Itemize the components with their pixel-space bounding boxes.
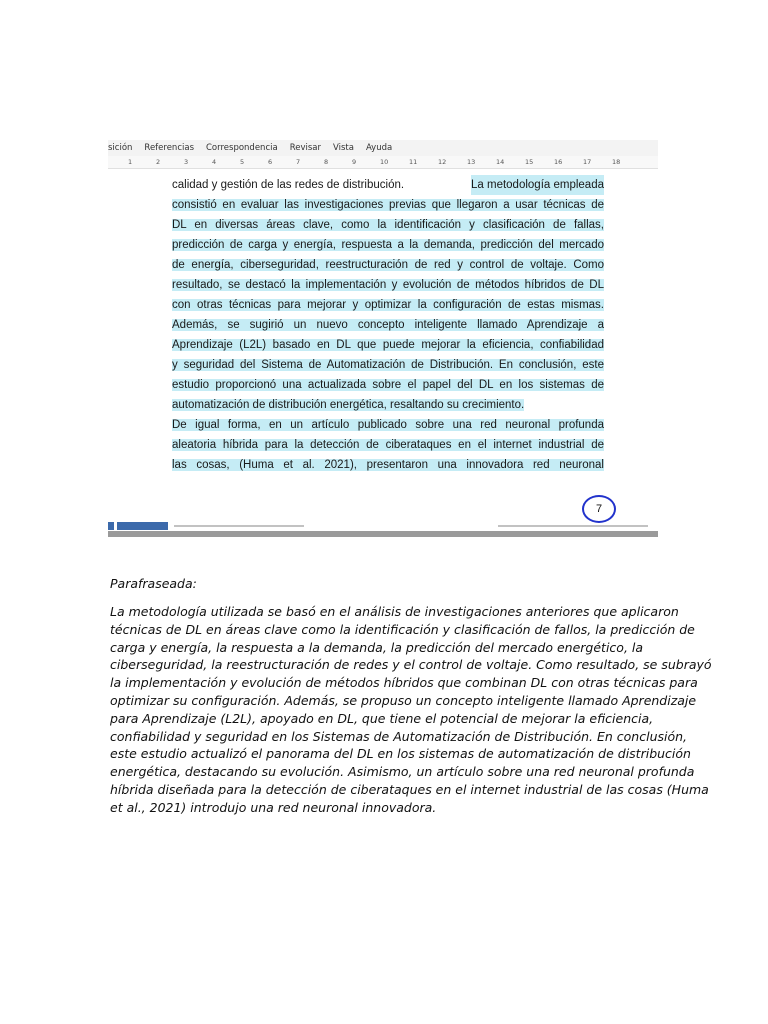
horizontal-ruler xyxy=(108,156,658,169)
doc-line: resultado, se destacó la implementación y evolución de métodos híbridos de DL xyxy=(172,279,604,291)
ruler-number: 2 xyxy=(156,158,161,166)
doc-line: y seguridad del Sistema de Automatización de Distribución. En conclusión, este xyxy=(172,359,604,371)
doc-line: automatización de distribución energética, resaltando su crecimiento. xyxy=(172,399,525,411)
paraphrase-line: la implementación y evolución de métodos híbridos que combinan DL con otras técnicas para xyxy=(110,675,698,691)
paraphrase-line: La metodología utilizada se basó en el análisis de investigaciones anteriores que aplicaron xyxy=(110,604,679,619)
footer-id-blurred xyxy=(498,525,648,527)
paraphrase-text xyxy=(110,603,712,817)
ruler-number: 4 xyxy=(212,158,217,166)
doc-line: Aprendizaje (L2L) basado en DL que puede mejorar la eficiencia, confiabilidad xyxy=(172,339,604,351)
doc-line: De igual forma, en un artículo publicado sobre una red neuronal profunda xyxy=(172,419,604,431)
paraphrase-line: energética, destacando su evolución. Asimismo, un artículo sobre una red neuronal profunda xyxy=(110,764,695,780)
paraphrase-line: para Aprendizaje (L2L), apoyado en DL, que tiene el potencial de mejorar la eficiencia, xyxy=(110,710,654,726)
doc-line: aleatoria híbrida para la detección de ciberataques en el internet industrial de xyxy=(172,439,604,451)
embedded-document-screenshot xyxy=(108,140,658,537)
paraphrase-line: et al., 2021) introdujo una red neuronal innovadora. xyxy=(110,799,437,815)
paraphrase-line: híbrida diseñada para la detección de ciberataques en el internet industrial de las cosas (Huma xyxy=(110,781,709,797)
doc-line: predicción de carga y energía, respuesta a la demanda, predicción del mercado xyxy=(172,239,604,251)
paraphrase-line: confiabilidad y seguridad en los Sistemas de Automatización de Distribución. En conclusión, xyxy=(110,728,688,744)
menu-item-disposicion[interactable]: sición xyxy=(108,143,133,153)
ruler-number: 18 xyxy=(612,158,621,166)
ruler-number: 10 xyxy=(380,158,389,166)
ruler-number: 17 xyxy=(583,158,592,166)
paraphrase-line: carga y energía, la respuesta a la demanda, la predicción del mercado energético, la xyxy=(110,639,644,655)
menu-item-referencias[interactable]: Referencias xyxy=(144,143,194,153)
footer-text-blurred xyxy=(174,525,304,527)
doc-line xyxy=(172,175,604,195)
original-document-text xyxy=(172,175,604,475)
ruler-number: 5 xyxy=(240,158,245,166)
ruler-number: 7 xyxy=(296,158,301,166)
paraphrase-line: ciberseguridad, la reestructuración de redes y el control de voltaje. Como resultado, se subrayó xyxy=(110,657,712,673)
paraphrase-line: optimizar su configuración. Además, se propuso un concepto inteligente llamado Aprendizaje xyxy=(110,692,697,708)
doc-line: consistió en evaluar las investigaciones previas que llegaron a usar técnicas de xyxy=(172,199,604,211)
doc-line-unhighlighted: calidad y gestión de las redes de distribución. xyxy=(172,179,405,191)
ruler-number: 12 xyxy=(438,158,447,166)
ruler-number: 13 xyxy=(467,158,476,166)
ruler-number: 1 xyxy=(128,158,133,166)
turnitin-logo-icon xyxy=(108,522,168,530)
doc-line-highlighted: La metodología empleada xyxy=(471,175,604,195)
word-menu-bar xyxy=(108,140,658,156)
menu-item-vista[interactable]: Vista xyxy=(332,143,354,153)
doc-line: las cosas, (Huma et al. 2021), presentaron una innovadora red neuronal xyxy=(172,459,604,471)
footer-bar xyxy=(108,531,658,537)
doc-line: con otras técnicas para mejorar y optimizar la configuración de estas mismas. xyxy=(172,299,604,311)
paraphrase-line: este estudio actualizó el panorama del DL en los sistemas de automatización de distribución xyxy=(110,746,691,762)
ruler-number: 11 xyxy=(409,158,418,166)
menu-item-revisar[interactable]: Revisar xyxy=(289,143,321,153)
doc-line: Además, se sugirió un nuevo concepto inteligente llamado Aprendizaje a xyxy=(172,319,604,331)
ruler-number: 3 xyxy=(184,158,189,166)
menu-item-ayuda[interactable]: Ayuda xyxy=(365,143,393,153)
ruler-number: 6 xyxy=(268,158,273,166)
menu-item-correspondencia[interactable]: Correspondencia xyxy=(206,143,278,153)
ruler-number: 15 xyxy=(525,158,534,166)
ruler-number: 9 xyxy=(352,158,357,166)
doc-line: de energía, ciberseguridad, reestructuración de red y control de voltaje. Como xyxy=(172,259,604,271)
ruler-number: 14 xyxy=(496,158,505,166)
ruler-number: 8 xyxy=(324,158,329,166)
circled-page-number: 7 xyxy=(582,495,616,523)
doc-line: DL en diversas áreas clave, como la identificación y clasificación de fallas, xyxy=(172,219,604,231)
ruler-number: 16 xyxy=(554,158,563,166)
paraphrase-line: técnicas de DL en áreas clave como la identificación y clasificación de fallos, la predicción de xyxy=(110,621,695,637)
doc-line: estudio proporcionó una actualizada sobre el papel del DL en los sistemas de xyxy=(172,379,604,391)
paraphrase-label: Parafraseada: xyxy=(110,576,197,591)
